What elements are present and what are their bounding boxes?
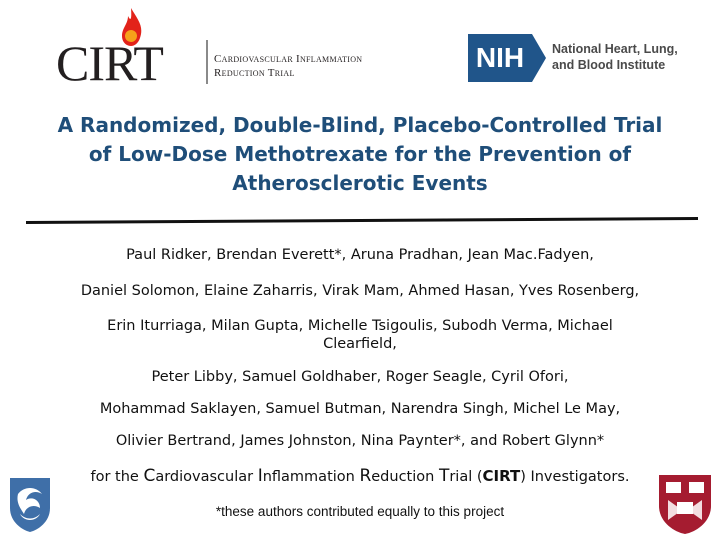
investigators-word: ardiovascular bbox=[155, 469, 258, 485]
investigators-word: eduction bbox=[371, 469, 439, 485]
author-line: Daniel Solomon, Elaine Zaharris, Virak Mam, Ahmed Hasan, Yves Rosenberg, bbox=[80, 283, 640, 299]
author-line-part: Clearfield, bbox=[323, 336, 397, 352]
author-line bbox=[20, 317, 700, 353]
author-line: Paul Ridker, Brendan Everett*, Aruna Pradhan, Jean Mac.Fadyen, bbox=[126, 247, 594, 263]
nih-acronym: NIH bbox=[468, 34, 532, 82]
nih-name-line1: National Heart, Lung, bbox=[552, 42, 678, 56]
acronym-letter-i: I bbox=[257, 466, 263, 486]
divider-rule bbox=[26, 212, 698, 226]
title-line2: of Low-Dose Methotrexate for the Prevention of bbox=[88, 142, 632, 166]
author-line: Peter Libby, Samuel Goldhaber, Roger Seagle, Cyril Ofori, bbox=[151, 369, 569, 385]
acronym-letter-t: T bbox=[438, 466, 450, 486]
cirt-subtitle-line1: Cardiovascular Inflammation bbox=[214, 53, 363, 65]
investigators-word: rial ( bbox=[449, 469, 483, 485]
author-line-part: Erin Iturriaga, Milan Gupta, Michelle Tsigoulis, Subodh Verma, Michael bbox=[107, 318, 613, 334]
author-line: Mohammad Saklayen, Samuel Butman, Narendra Singh, Michel Le May, bbox=[99, 401, 621, 417]
title-line3: Atherosclerotic Events bbox=[232, 171, 488, 195]
footnote: *these authors contributed equally to this project bbox=[215, 504, 505, 519]
cirt-subtitle-line2: Reduction Trial bbox=[214, 67, 295, 79]
nih-logo bbox=[468, 34, 698, 86]
page-title bbox=[20, 111, 700, 198]
investigators-prefix: for the bbox=[90, 469, 144, 485]
acronym-letter-c: C bbox=[143, 466, 156, 486]
investigators-suffix: ) Investigators. bbox=[520, 469, 630, 485]
cirt-logo bbox=[56, 2, 416, 94]
investigators-line bbox=[40, 466, 680, 486]
crest-logo-icon bbox=[656, 472, 714, 536]
acronym-letter-r: R bbox=[359, 466, 372, 486]
investigators-word: nflammation bbox=[262, 469, 360, 485]
chevron-right-icon bbox=[532, 34, 548, 82]
shield-logo-icon bbox=[6, 474, 54, 534]
nih-institute-name bbox=[552, 41, 678, 73]
cirt-subtitle bbox=[214, 52, 362, 80]
investigators-acronym: CIRT bbox=[482, 467, 521, 485]
title-line1: A Randomized, Double-Blind, Placebo-Controlled Trial bbox=[57, 113, 663, 137]
author-line: Olivier Bertrand, James Johnston, Nina Paynter*, and Robert Glynn* bbox=[115, 433, 605, 449]
logo-divider bbox=[206, 40, 208, 84]
nih-name-line2: and Blood Institute bbox=[552, 58, 666, 72]
cirt-wordmark: CIRT bbox=[56, 35, 163, 91]
